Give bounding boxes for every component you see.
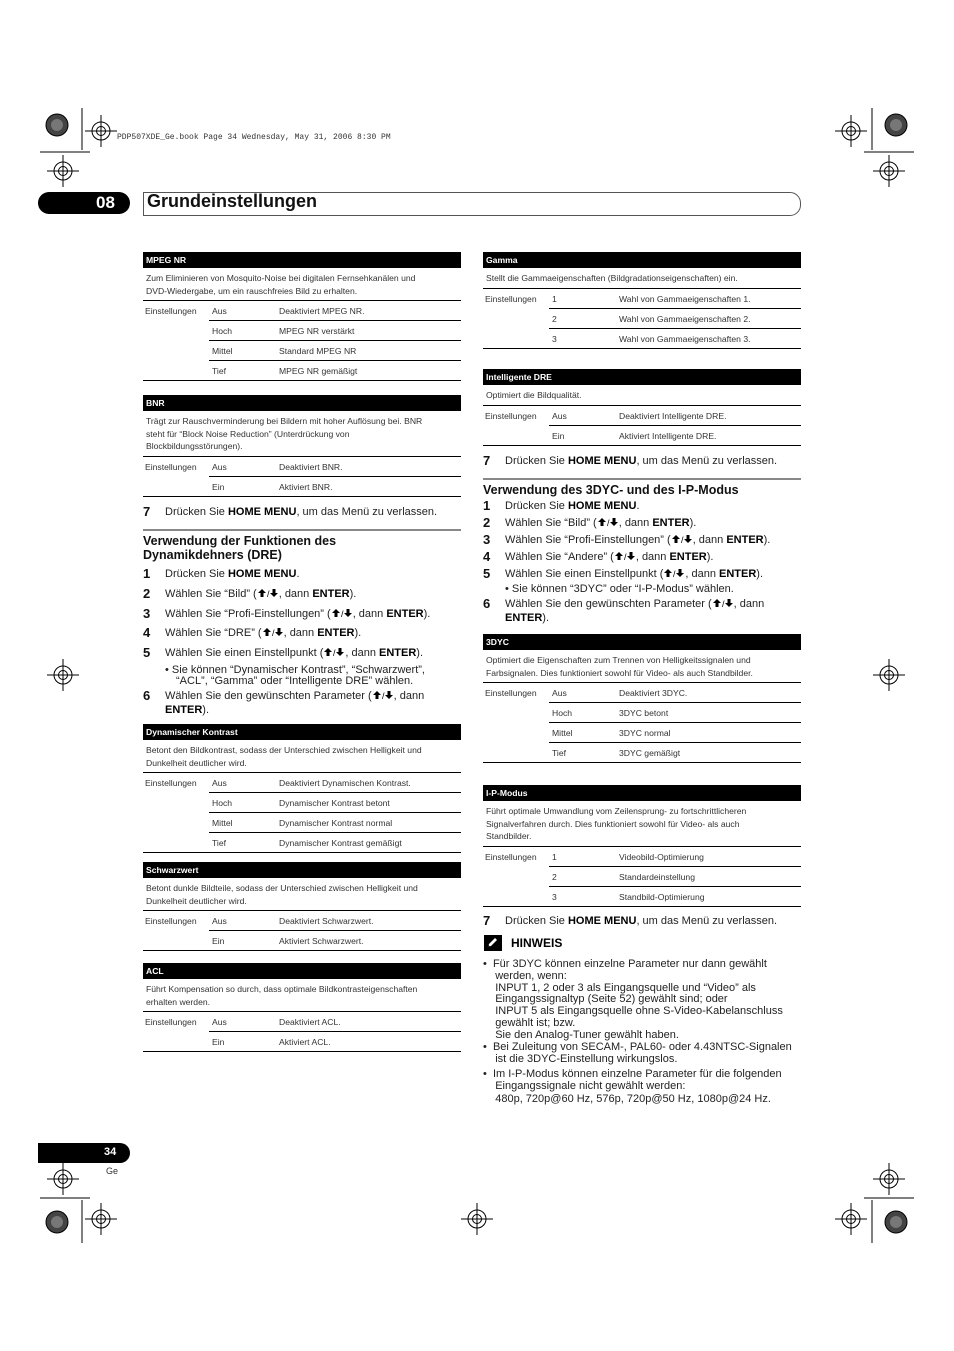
table-row: Einstellungen Aus Deaktiviert 3DYC. [483, 683, 801, 703]
svg-text:/: / [381, 691, 385, 700]
table-intelligente-dre [483, 369, 801, 446]
section-heading-dre: Verwendung der Funktionen des Dynamikdehners (DRE) [143, 534, 337, 562]
table-row: Mittel Standard MPEG NR [143, 341, 461, 361]
page-number: 34 [104, 1146, 117, 1158]
table-row: 3 Standbild-Optimierung [483, 887, 801, 907]
section-rule [143, 529, 461, 531]
table-description: Optimiert die Eigenschaften zum Trennen von Helligkeitssignalen und Farbsignalen. Dies funktioniert sowohl für Video- als auch Standbilder. [483, 650, 801, 683]
table-bnr [143, 395, 461, 497]
step-5-note: “ACL”, “Gamma” oder “Intelligente DRE” wählen. [176, 675, 414, 687]
svg-text:/: / [266, 589, 270, 598]
table-3dyc [483, 634, 801, 763]
language-code: Ge [106, 1166, 119, 1176]
note-line: • Im I-P-Modus können einzelne Parameter für die folgenden [483, 1068, 782, 1080]
table-header: I-P-Modus [483, 785, 801, 801]
table-row: Einstellungen Aus Deaktiviert Schwarzwert. [143, 911, 461, 931]
table-row: 2 Wahl von Gammaeigenschaften 2. [483, 309, 801, 329]
note-line: Eingangssignaltyp (Seite 52) gewählt sind; oder [483, 993, 728, 1005]
table-acl [143, 963, 461, 1052]
table-description: Optimiert die Bildqualität. [483, 385, 801, 406]
up-down-arrows-icon [331, 608, 353, 618]
note-icon [484, 935, 502, 951]
note-line: Eingangssignale nicht gewählt werden: [483, 1080, 686, 1092]
up-down-arrows-icon [614, 551, 636, 561]
up-down-arrows-icon [597, 517, 619, 527]
up-down-arrows-icon [712, 598, 734, 608]
note-line: INPUT 1, 2 oder 3 als Eingangsquelle und “Video” als [483, 982, 756, 994]
table-row: Hoch 3DYC betont [483, 703, 801, 723]
table-row: Ein Aktiviert Schwarzwert. [143, 931, 461, 951]
table-row: Tief MPEG NR gemäßigt [143, 361, 461, 381]
step-6-cont: ENTER). [165, 704, 210, 716]
table-description: Trägt zur Rauschverminderung bei Bildern mit hoher Auflösung bei. BNR steht für “Block Noise Reduction” (Unterdrückung von Blockbildungsstörungen). [143, 411, 461, 457]
table-dynamischer-kontrast [143, 724, 461, 853]
note-line: • Bei Zuleitung von SECAM-, PAL60- oder 4.43NTSC-Signalen [483, 1041, 792, 1053]
note-line: • Für 3DYC können einzelne Parameter nur dann gewählt [483, 958, 767, 970]
section-rule [483, 478, 801, 480]
svg-text:/: / [340, 609, 344, 618]
table-row: Einstellungen Aus Deaktiviert Intelligente DRE. [483, 406, 801, 426]
table-row: Einstellungen 1 Videobild-Optimierung [483, 847, 801, 867]
up-down-arrows-icon [323, 647, 345, 657]
table-description: Betont dunkle Bildteile, sodass der Unterschied zwischen Helligkeit und Dunkelheit deutlicher wird. [143, 878, 461, 911]
section-heading-3dyc: Verwendung des 3DYC- und des I-P-Modus [483, 483, 739, 497]
table-row: 3 Wahl von Gammaeigenschaften 3. [483, 329, 801, 349]
up-down-arrows-icon [257, 588, 279, 598]
svg-text:/: / [721, 599, 725, 608]
table-header: 3DYC [483, 634, 801, 650]
table-row: Ein Aktiviert Intelligente DRE. [483, 426, 801, 446]
table-row: Ein Aktiviert BNR. [143, 477, 461, 497]
table-row: Einstellungen Aus Deaktiviert Dynamischen Kontrast. [143, 773, 461, 793]
table-description: Zum Eliminieren von Mosquito-Noise bei digitalen Fernsehkanälen und DVD-Wiedergabe, um ein rauschfreies Bild zu erhalten. [143, 268, 461, 301]
note-line: Sie den Analog-Tuner gewählt haben. [483, 1029, 679, 1041]
table-row: Hoch Dynamischer Kontrast betont [143, 793, 461, 813]
svg-text:/: / [623, 552, 627, 561]
chapter-pill [38, 192, 130, 214]
step-5-note: • Sie können “3DYC” oder “I-P-Modus” wählen. [505, 583, 734, 595]
table-description: Führt optimale Umwandlung vom Zeilensprung- zu fortschrittlicheren Signalverfahren durch. Dies funktioniert sowohl für Video- als auch Standbilder. [483, 801, 801, 847]
note-line: INPUT 5 als Eingangsquelle ohne S-Video-Kabelanschluss [483, 1005, 783, 1017]
svg-text:/: / [333, 648, 336, 657]
table-row: Einstellungen 1 Wahl von Gammaeigenschaften 1. [483, 289, 801, 309]
table-mpeg-nr [143, 252, 461, 381]
table-header: Gamma [483, 252, 801, 268]
table-row: 2 Standardeinstellung [483, 867, 801, 887]
table-row: Einstellungen Aus Deaktiviert BNR. [143, 457, 461, 477]
table-schwarzwert [143, 862, 461, 951]
table-i-p-modus [483, 785, 801, 907]
table-header: Schwarzwert [143, 862, 461, 878]
table-row: Hoch MPEG NR verstärkt [143, 321, 461, 341]
table-description: Betont den Bildkontrast, sodass der Unterschied zwischen Helligkeit und Dunkelheit deutlicher wird. [143, 740, 461, 773]
table-header: Intelligente DRE [483, 369, 801, 385]
table-row: Einstellungen Aus Deaktiviert ACL. [143, 1012, 461, 1032]
up-down-arrows-icon [663, 568, 685, 578]
table-row: Mittel 3DYC normal [483, 723, 801, 743]
chapter-title: Grundeinstellungen [147, 191, 318, 211]
svg-text:/: / [673, 569, 676, 578]
chapter-number: 08 [96, 193, 115, 212]
note-line: gewählt ist; bzw. [483, 1017, 576, 1029]
step-5-note: • Sie können “Dynamischer Kontrast”, “Schwarzwert”, [165, 664, 425, 676]
note-line: ist die 3DYC-Einstellung wirkungslos. [483, 1053, 678, 1065]
table-row: Tief Dynamischer Kontrast gemäßigt [143, 833, 461, 853]
table-header: Dynamischer Kontrast [143, 724, 461, 740]
table-row: Einstellungen Aus Deaktiviert MPEG NR. [143, 301, 461, 321]
note-line: 480p, 720p@60 Hz, 576p, 720p@50 Hz, 1080p@24 Hz. [483, 1093, 771, 1105]
note-line: werden, wenn: [483, 970, 567, 982]
table-row: Tief 3DYC gemäßigt [483, 743, 801, 763]
up-down-arrows-icon [671, 534, 693, 544]
table-header: MPEG NR [143, 252, 461, 268]
svg-text:/: / [680, 535, 684, 544]
table-description: Stellt die Gammaeigenschaften (Bildgradationseigenschaften) ein. [483, 268, 801, 289]
print-info: PDP507XDE_Ge.book Page 34 Wednesday, May 31, 2006 8:30 PM [117, 133, 391, 142]
table-description: Führt Kompensation so durch, dass optimale Bildkontrasteigenschaften erhalten werden. [143, 979, 461, 1012]
up-down-arrows-icon [262, 627, 284, 637]
step-6-cont: ENTER). [505, 612, 550, 624]
table-header: BNR [143, 395, 461, 411]
svg-text:/: / [606, 518, 610, 527]
up-down-arrows-icon [372, 690, 394, 700]
svg-text:/: / [271, 628, 275, 637]
table-row: Mittel Dynamischer Kontrast normal [143, 813, 461, 833]
table-row: Ein Aktiviert ACL. [143, 1032, 461, 1052]
table-header: ACL [143, 963, 461, 979]
table-gamma [483, 252, 801, 349]
note-title: HINWEIS [511, 936, 563, 950]
